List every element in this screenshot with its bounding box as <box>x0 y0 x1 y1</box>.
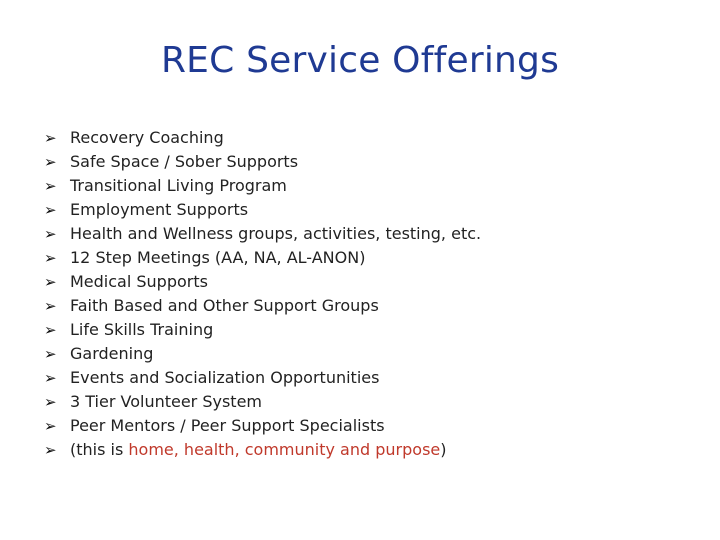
summary-suffix: ) <box>440 440 447 459</box>
arrowhead-bullet-icon: ➢ <box>44 153 57 171</box>
list-item-label: Health and Wellness groups, activities, testing, etc. <box>70 224 482 243</box>
summary-highlight: home, health, community and purpose <box>128 440 441 459</box>
service-offerings-list <box>44 126 481 462</box>
list-item-label: Events and Socialization Opportunities <box>70 368 380 387</box>
summary-label <box>70 438 447 462</box>
list-item-label: Gardening <box>70 344 154 363</box>
list-item <box>44 318 481 342</box>
arrowhead-bullet-icon: ➢ <box>44 393 57 411</box>
list-item-label: Transitional Living Program <box>70 176 287 195</box>
list-item <box>44 366 481 390</box>
list-item-summary <box>44 438 481 462</box>
list-item <box>44 270 481 294</box>
list-item <box>44 294 481 318</box>
list-item-label: Recovery Coaching <box>70 128 224 147</box>
arrowhead-bullet-icon: ➢ <box>44 345 57 363</box>
list-item <box>44 198 481 222</box>
list-item-label: Life Skills Training <box>70 320 214 339</box>
list-item <box>44 126 481 150</box>
list-item-label: Faith Based and Other Support Groups <box>70 296 379 315</box>
list-item <box>44 390 481 414</box>
list-item-label: Peer Mentors / Peer Support Specialists <box>70 416 385 435</box>
arrowhead-bullet-icon: ➢ <box>44 321 57 339</box>
arrowhead-bullet-icon: ➢ <box>44 225 57 243</box>
arrowhead-bullet-icon: ➢ <box>44 201 57 219</box>
list-item-label: Employment Supports <box>70 200 249 219</box>
arrowhead-bullet-icon: ➢ <box>44 441 57 459</box>
list-item <box>44 246 481 270</box>
arrowhead-bullet-icon: ➢ <box>44 177 57 195</box>
list-item-label: 12 Step Meetings (AA, NA, AL-ANON) <box>70 248 366 267</box>
arrowhead-bullet-icon: ➢ <box>44 273 57 291</box>
arrowhead-bullet-icon: ➢ <box>44 297 57 315</box>
summary-prefix: (this is <box>70 440 129 459</box>
list-item-label: 3 Tier Volunteer System <box>70 392 263 411</box>
arrowhead-bullet-icon: ➢ <box>44 417 57 435</box>
arrowhead-bullet-icon: ➢ <box>44 369 57 387</box>
list-item-label: Medical Supports <box>70 272 208 291</box>
slide-title: REC Service Offerings <box>160 40 560 81</box>
arrowhead-bullet-icon: ➢ <box>44 129 57 147</box>
list-item <box>44 174 481 198</box>
arrowhead-bullet-icon: ➢ <box>44 249 57 267</box>
list-item <box>44 342 481 366</box>
list-item-label: Safe Space / Sober Supports <box>70 152 299 171</box>
list-item <box>44 414 481 438</box>
list-item <box>44 150 481 174</box>
list-item <box>44 222 481 246</box>
